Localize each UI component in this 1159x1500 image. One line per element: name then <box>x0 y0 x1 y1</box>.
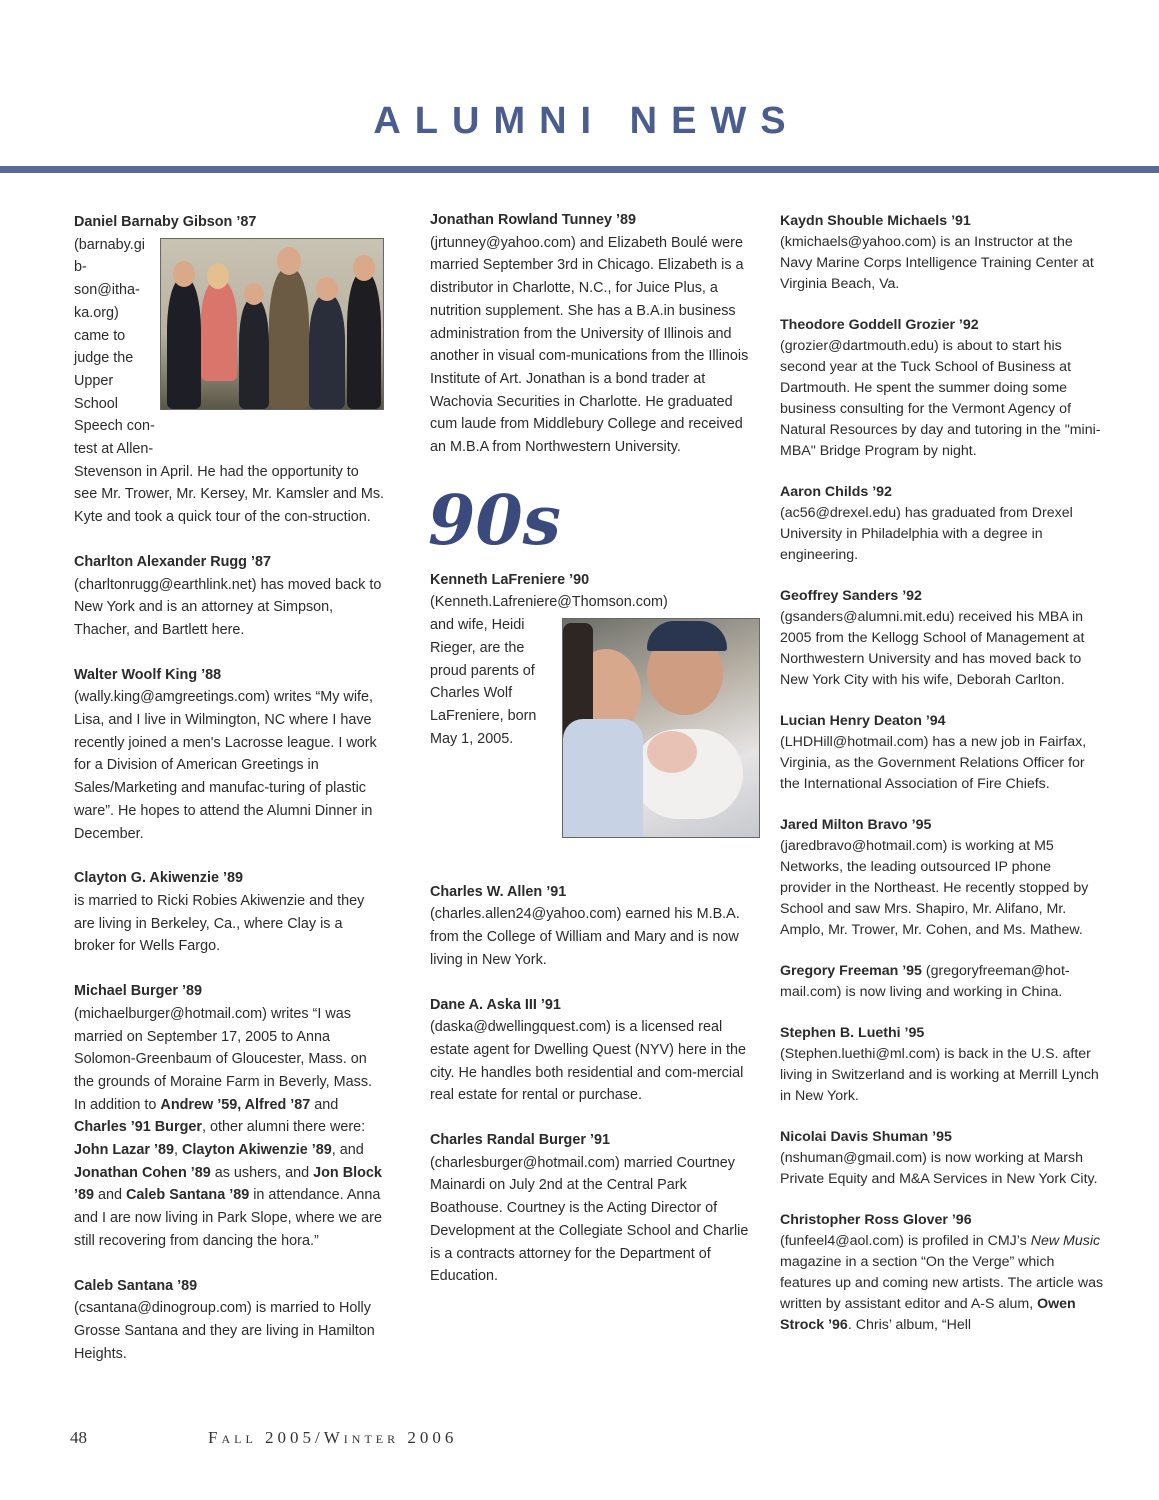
alumni-text: . Chris’ album, “Hell <box>847 1317 972 1333</box>
alumni-name: Clayton G. Akiwenzie ’89 <box>74 870 244 887</box>
alumni-text: (daska@dwellingquest.com) is a licensed real estate agent for Dwelling Quest (NYV) here in the city. He handles both residential and com-mercial real estate for rental or purchase. <box>430 1019 746 1104</box>
alumni-entry <box>780 711 1105 795</box>
alumni-text: (LHDHill@hotmail.com) has a new job in Fairfax, Virginia, as the Government Relations Officer for the International Association of Fire Chiefs. <box>780 734 1087 792</box>
alumni-entry <box>430 569 760 859</box>
alumni-entry <box>430 994 760 1108</box>
alumni-text: (csantana@dinogroup.com) is married to Holly Grosse Santana and they are living in Hamilton Heights. <box>74 1300 375 1362</box>
alumni-text: as ushers, and <box>210 1164 314 1181</box>
alumni-name: Gregory Freeman ’95 <box>780 963 922 979</box>
alumni-text: (gregoryfreeman@hot-mail.com) is now living and working in China. <box>780 963 1070 1000</box>
alumni-mention: Charles ’91 Burger <box>74 1119 202 1136</box>
alumni-name: Geoffrey Sanders ’92 <box>780 588 922 604</box>
alumni-text: (jaredbravo@hotmail.com) is working at M5 Networks, the leading outsourced IP phone provider in the Northeast. He recently stopped by School and saw Mrs. Shapiro, Mr. Alifano, Mr. Amplo, Mr. Trower, Mr. Cohen, and Ms. Mathew. <box>780 838 1089 938</box>
alumni-text: (charltonrugg@earthlink.net) has moved back to New York and is an attorney at Simpson, Thacher, and Bartlett here. <box>74 576 382 638</box>
alumni-entry <box>74 664 384 846</box>
alumni-entry <box>430 881 760 972</box>
alumni-entry <box>74 980 384 1252</box>
alumni-name: Jonathan Rowland Tunney ’89 <box>430 212 637 228</box>
alumni-name: Lucian Henry Deaton ’94 <box>780 713 946 729</box>
alumni-entry <box>780 1210 1105 1336</box>
alumni-entry <box>780 815 1105 941</box>
alumni-entry <box>74 1275 384 1366</box>
alumni-name: Christopher Ross Glover ’96 <box>780 1212 972 1228</box>
alumni-entry <box>430 209 760 459</box>
alumni-text: (kmichaels@yahoo.com) is an Instructor at the Navy Marine Corps Intelligence Training Center at Virginia Beach, Va. <box>780 234 1094 292</box>
alumni-mention: Jon Block ’89 <box>74 1164 382 1204</box>
alumni-text: is married to Ricki Robies Akiwenzie and they are living in Berkeley, Ca., where Clay is a broker for Wells Fargo. <box>74 892 365 955</box>
column-2 <box>430 209 760 1310</box>
column-3 <box>780 211 1105 1356</box>
page-number: 48 <box>70 1428 87 1447</box>
alumni-name: Charles W. Allen ’91 <box>430 883 567 900</box>
alumni-entry <box>780 586 1105 691</box>
alumni-text: in attendance. Anna and I are now living in Park Slope, where we are still recovering from dancing the hora.” <box>74 1187 382 1249</box>
alumni-text: and <box>94 1187 127 1204</box>
alumni-text: and <box>310 1096 339 1113</box>
alumni-name: Jared Milton Bravo ’95 <box>780 817 932 833</box>
alumni-name: Theodore Goddell Grozier ’92 <box>780 317 979 333</box>
alumni-entry <box>74 867 384 958</box>
alumni-text: (funfeel4@aol.com) is profiled in CMJ’s <box>780 1233 1031 1249</box>
alumni-text: , <box>173 1142 182 1159</box>
alumni-text: (nshuman@gmail.com) is now working at Marsh Private Equity and M&A Services in New York City. <box>780 1150 1098 1187</box>
alumni-text: (grozier@dartmouth.edu) is about to start his second year at the Tuck School of Business at Dartmouth. He spent the summer doing some business consulting for the Vermont Agency of Natural Resources by day and tutoring in the "mini-MBA" Bridge Program by night. <box>780 338 1101 459</box>
alumni-entry <box>780 315 1105 462</box>
alumni-mention: Jonathan Cohen ’89 <box>74 1164 211 1181</box>
alumni-name: Kaydn Shouble Michaels ’91 <box>780 213 971 229</box>
magazine-title: New Music <box>1030 1233 1101 1249</box>
title-divider <box>0 166 1159 173</box>
alumni-entry <box>74 211 384 529</box>
alumni-text: (ac56@drexel.edu) has graduated from Drexel University in Philadelphia with a degree in engineering. <box>780 505 1073 563</box>
alumni-entry <box>780 482 1105 566</box>
alumni-text: (barnaby.gib-son@itha-ka.org) came to judge the Upper School Speech con-test at Allen- <box>74 236 155 458</box>
alumni-entry <box>74 551 384 642</box>
alumni-text: (michaelburger@hotmail.com) writes “I was married on September 17, 2005 to Anna Solomon-Greenbaum of Gloucester, Mass. on the grounds of Moraine Farm in Beverly, Mass. In addition to <box>74 1005 373 1113</box>
issue-label: Fall 2005/Winter 2006 <box>208 1428 458 1447</box>
alumni-text: (Stephen.luethi@ml.com) is back in the U.S. after living in Switzerland and is working at Merrill Lynch in New York. <box>780 1046 1099 1104</box>
alumni-name: Charles Randal Burger ’91 <box>430 1132 610 1149</box>
alumni-text: , other alumni there were: <box>201 1119 366 1136</box>
alumni-entry <box>780 1127 1105 1190</box>
alumni-email: (Kenneth.Lafreniere@Thomson.com) <box>430 594 668 611</box>
alumni-name: Caleb Santana ’89 <box>74 1277 198 1294</box>
group-photo <box>160 238 384 410</box>
alumni-mention: Caleb Santana ’89 <box>126 1187 250 1204</box>
alumni-text: , and <box>331 1142 364 1159</box>
alumni-name: Stephen B. Luethi ’95 <box>780 1025 925 1041</box>
alumni-text: magazine in a section “On the Verge” which features up and coming new artists. The article was written by assistant editor and A-S alum, <box>780 1254 1104 1312</box>
alumni-entry <box>780 211 1105 295</box>
alumni-text: (wally.king@amgreetings.com) writes “My wife, Lisa, and I live in Wilmington, NC where I have recently joined a men's Lacrosse league. I work for a Division of American Greetings in Sales/Marketing and manufac-turing of plastic ware”. He hopes to attend the Alumni Dinner in December. <box>74 689 377 842</box>
alumni-name: Michael Burger ’89 <box>74 983 202 1000</box>
alumni-entry <box>430 1129 760 1288</box>
alumni-name: Daniel Barnaby Gibson ’87 <box>74 214 257 230</box>
family-photo <box>562 618 760 838</box>
alumni-text: Stevenson in April. He had the opportunity to see Mr. Trower, Mr. Kersey, Mr. Kamsler and Ms. Kyte and took a quick tour of the con-struction. <box>74 463 385 526</box>
decade-heading: 90s <box>428 480 561 561</box>
alumni-text: (gsanders@alumni.mit.edu) received his MBA in 2005 from the Kellogg School of Management at Northwestern University and has moved back to New York City with his wife, Deborah Carlton. <box>780 609 1085 688</box>
column-1 <box>74 211 384 1387</box>
alumni-mention: Clayton Akiwenzie ’89 <box>181 1142 332 1159</box>
alumni-mention: John Lazar ’89 <box>74 1142 174 1159</box>
alumni-entry <box>780 961 1105 1003</box>
alumni-name: Nicolai Davis Shuman ’95 <box>780 1129 952 1145</box>
alumni-text: (charles.allen24@yahoo.com) earned his M.B.A. from the College of William and Mary and is now living in New York. <box>430 906 740 968</box>
alumni-text: (charlesburger@hotmail.com) married Courtney Mainardi on July 2nd at the Central Park Boathouse. Courtney is the Acting Director of Development at the Collegiate School and Charlie is a contracts attorney for the Department of Education. <box>430 1154 749 1285</box>
alumni-name: Dane A. Aska III ’91 <box>430 996 561 1013</box>
alumni-text: (jrtunney@yahoo.com) and Elizabeth Boulé were married September 3rd in Chicago. Elizabeth is a distributor in Charlotte, N.C., for Juice Plus, a nutrition supplement. She has a B.A.in business administration from the University of Illinois and another in visual com-munications from the Illinois Institute of Art. Jonathan is a bond trader at Wachovia Securities in Charlotte. He graduated cum laude from Middlebury College and received an M.B.A from Northwestern University. <box>430 234 749 456</box>
alumni-text: and wife, Heidi Rieger, are the proud parents of Charles Wolf LaFreniere, born May 1, 2005. <box>430 617 537 747</box>
alumni-name: Kenneth LaFreniere ’90 <box>430 571 590 588</box>
page-title: ALUMNI NEWS <box>373 100 800 142</box>
alumni-name: Walter Woolf King ’88 <box>74 666 222 683</box>
alumni-mention: Owen Strock ’96 <box>780 1296 1076 1333</box>
alumni-name: Charlton Alexander Rugg ’87 <box>74 553 271 570</box>
alumni-mention: Andrew ’59, Alfred ’87 <box>160 1096 311 1113</box>
alumni-name: Aaron Childs ’92 <box>780 484 892 500</box>
alumni-entry <box>780 1023 1105 1107</box>
